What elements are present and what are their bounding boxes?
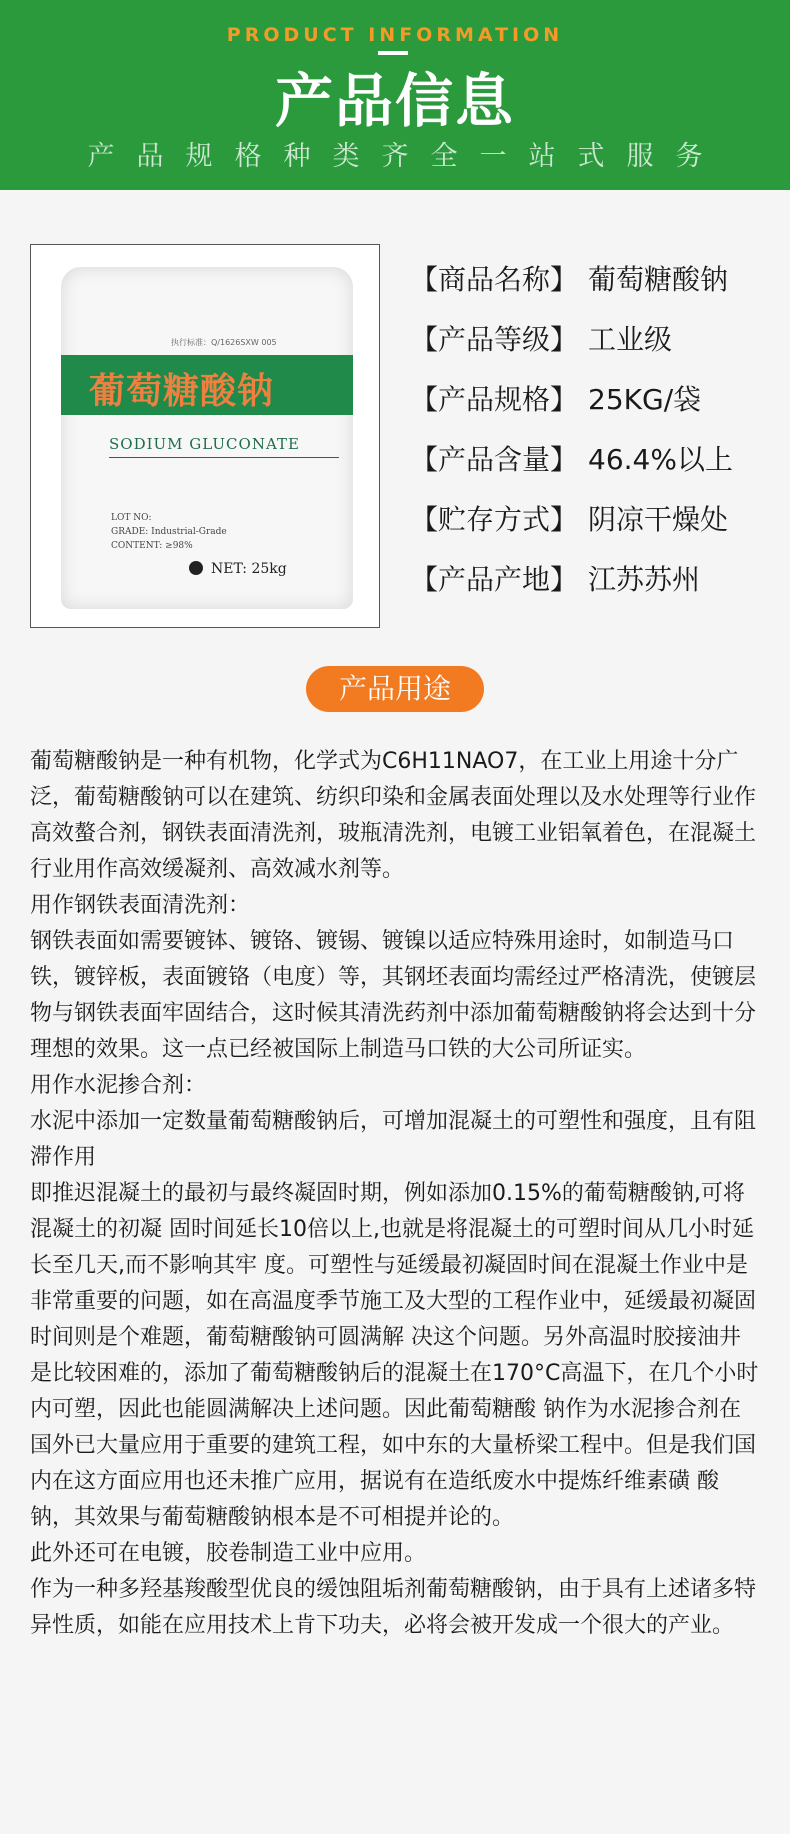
info-label: 【贮存方式】: [410, 503, 579, 536]
bag-grade: GRADE: Industrial-Grade: [111, 527, 227, 537]
header-banner: [0, 0, 790, 190]
info-row: [410, 248, 733, 308]
bag-net-weight: NET: 25kg: [211, 561, 287, 577]
info-row: [410, 548, 733, 608]
info-label: 【产品产地】: [410, 563, 579, 596]
info-label: 【商品名称】: [410, 263, 579, 296]
paragraph: 用作水泥掺合剂：: [30, 1073, 207, 1098]
product-info-list: [410, 248, 733, 608]
info-row: [410, 308, 733, 368]
paragraph: 钢铁表面如需要镀钵、镀铬、镀锡、镀镍以适应特殊用途时，如制造马口铁，镀锌板，表面镀铬（电度）等，其钢坯表面均需经过严格清洗，使镀层物与钢铁表面牢固结合，这时候其清洗药剂中添加葡萄糖酸钠将会达到十分理想的效果。这一点已经被国际上制造马口铁的大公司所证实。: [30, 929, 757, 1062]
bag-green-band: [61, 355, 353, 415]
info-value: 46.4%以上: [588, 443, 733, 476]
info-value: 25KG/袋: [588, 383, 702, 416]
paragraph: 水泥中添加一定数量葡萄糖酸钠后，可增加混凝土的可塑性和强度，且有阻滞作用: [30, 1109, 757, 1170]
bag-standard: 执行标准：Q/1626SXW 005: [171, 338, 277, 347]
info-label: 【产品等级】: [410, 323, 579, 356]
info-row: [410, 368, 733, 428]
product-bag-image: [61, 267, 353, 609]
info-row: [410, 488, 733, 548]
header-tagline: 产品规格种类齐全一站式服务: [87, 141, 725, 172]
usage-description: [30, 744, 760, 1644]
bag-lot: LOT NO:: [111, 513, 152, 523]
header-subtitle-en: PRODUCT INFORMATION: [226, 24, 564, 46]
info-label: 【产品规格】: [410, 383, 579, 416]
bag-logo-icon: [189, 561, 203, 575]
bag-content: CONTENT: ≥98%: [111, 541, 193, 551]
bag-specs: [111, 511, 227, 553]
bag-name-en: SODIUM GLUCONATE: [109, 435, 300, 453]
bag-underline: [109, 457, 339, 458]
paragraph: 即推迟混凝土的最初与最终凝固时期，例如添加0.15%的葡萄糖酸钠,可将 混凝土的初凝 固时间延长10倍以上,也就是将混凝土的可塑时间从几小时延长至几天,而不影响其牢 度。可塑性与延缓最初凝固时间在混凝土作业中是非常重要的问题，如在高温度季节施工及大型的工程作业中，延缓最初凝固时间则是个难题，葡萄糖酸钠可圆满解 决这个问题。另外高温时胶接油井是比较困难的，添加了葡萄糖酸钠后的混凝土在170°C高温下，在几个小时内可塑，因此也能圆满解决上述问题。因此葡萄糖酸 钠作为水泥掺合剂在国外已大量应用于重要的建筑工程，如中东的大量桥梁工程中。但是我们国内在这方面应用也还未推广应用，据说有在造纸废水中提炼纤维素磺 酸钠，其效果与葡萄糖酸钠根本是不可相提并论的。: [30, 1181, 759, 1530]
info-value: 阴凉干燥处: [588, 503, 729, 536]
paragraph: 作为一种多羟基羧酸型优良的缓蚀阻垢剂葡萄糖酸钠，由于具有上述诸多特异性质，如能在应用技术上肯下功夫，必将会被开发成一个很大的产业。: [30, 1577, 757, 1638]
paragraph: 葡萄糖酸钠是一种有机物，化学式为C6H11NAO7，在工业上用途十分广泛，葡萄糖酸钠可以在建筑、纺织印染和金属表面处理以及水处理等行业作高效螯合剂，钢铁表面清洗剂，玻瓶清洗剂，电镀工业铝氧着色，在混凝土行业用作高效缓凝剂、高效减水剂等。: [30, 749, 757, 882]
info-value: 葡萄糖酸钠: [588, 263, 729, 296]
paragraph: 此外还可在电镀，胶卷制造工业中应用。: [30, 1541, 427, 1566]
page-title: 产品信息: [274, 67, 515, 135]
info-row: [410, 428, 733, 488]
info-label: 【产品含量】: [410, 443, 579, 476]
paragraph: 用作钢铁表面清洗剂：: [30, 893, 251, 918]
info-value: 工业级: [588, 323, 673, 356]
usage-section-title: 产品用途: [306, 666, 484, 712]
product-photo: [30, 244, 380, 628]
bag-name-cn: 葡萄糖酸钠: [89, 371, 275, 412]
info-value: 江苏苏州: [588, 563, 701, 596]
